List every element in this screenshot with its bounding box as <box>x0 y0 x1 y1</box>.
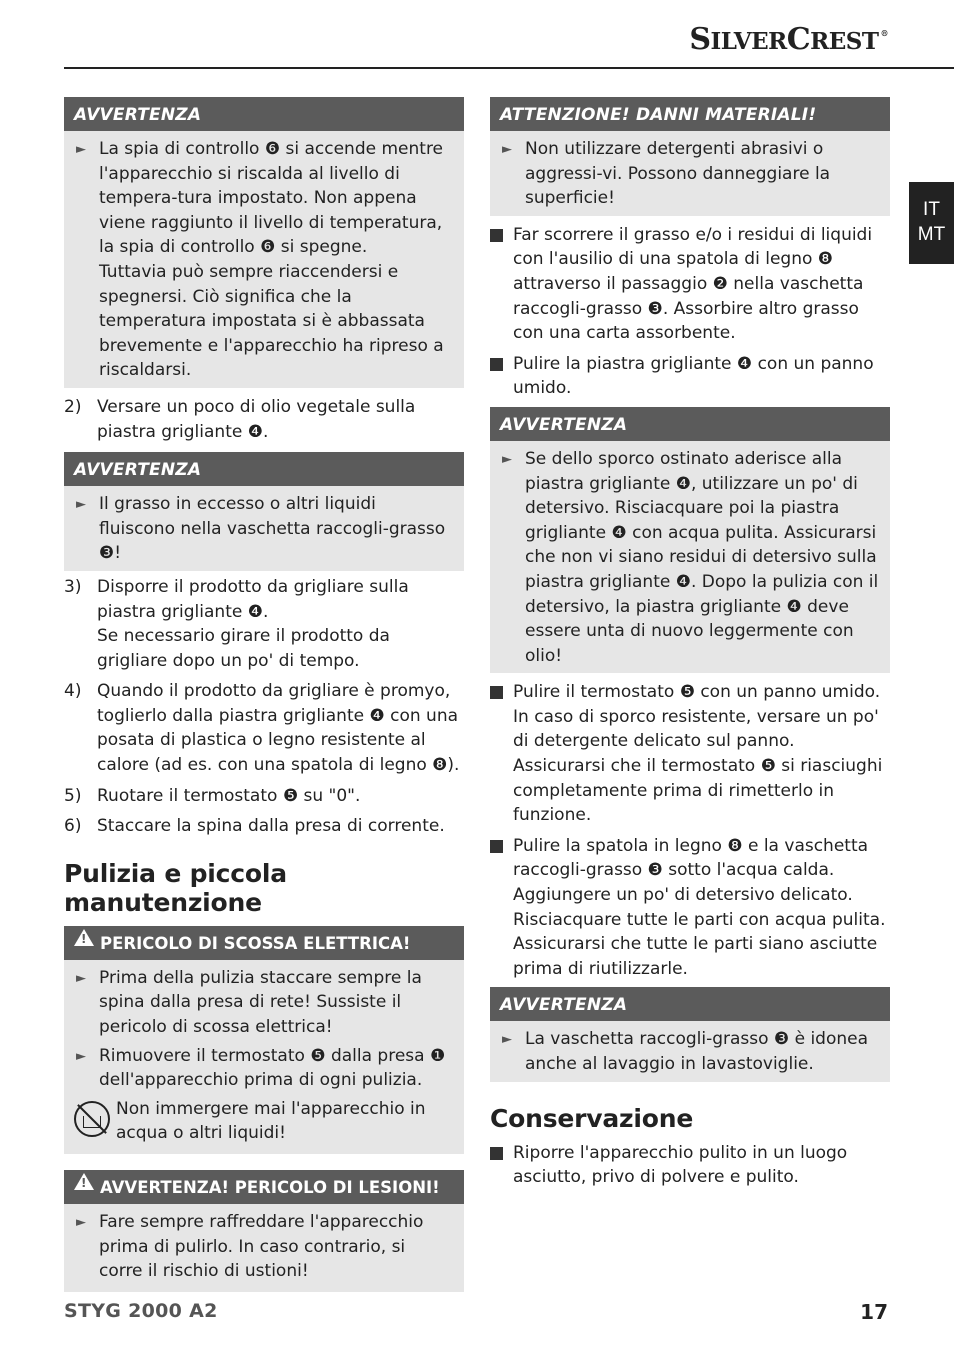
warning-triangle-icon <box>74 1173 94 1190</box>
step-item: 2) Versare un poco di olio vegetale sulla piastra grigliante ❹. <box>64 396 416 442</box>
danger-box-electric <box>64 926 464 1154</box>
warning-item: ► La spia di controllo ❻ si accende mentre l'apparecchio si riscalda al livello di tempera-tura impostato. Non appena viene raggiunto il livello di temperatura, la spia di controllo ❻ si spegne. Tuttavia può sempre riaccendersi e spegnersi. Ciò significa che la temperatura impostata si è abbassata brevemente e l'apparecchio ha ripreso a riscaldarsi. <box>74 137 454 383</box>
bullet-list <box>490 680 890 981</box>
square-bullet-icon <box>490 680 513 828</box>
step-item: 6) Staccare la spina dalla presa di corrente. <box>64 816 445 837</box>
square-bullet-icon <box>490 223 513 346</box>
square-bullet-icon <box>490 352 513 401</box>
danger-item: ► Rimuovere il termostato ❺ dalla presa ❶ dell'apparecchio prima di ogni pulizia. <box>74 1044 454 1093</box>
arrow-icon: ► <box>502 1032 512 1048</box>
no-immerse-notice: Non immergere mai l'apparecchio in acqua o altri liquidi! <box>74 1097 454 1146</box>
no-immerse-icon <box>74 1097 116 1137</box>
step-item: 4) Quando il prodotto da grigliare è promyo, toglierlo dalla piastra grigliante ❹ con una posata di plastica o legno resistente al calore (ad es. con una spatola di legno ❽). <box>64 681 460 776</box>
warning-item: ► Se dello sporco ostinato aderisce alla piastra grigliante ❹, utilizzare un po' di detersivo. Risciacquare poi la piastra grigliante ❹ con acqua pulita. Assicurarsi che non vi siano residui di detersivo sulla piastra grigliante ❹. Dopo la pulizia con il detersivo, la piastra grigliante ❹ deve essere unta di nuovo leggermente con olio! <box>500 447 880 668</box>
warning-box-dirt <box>490 407 890 673</box>
warning-title: AVVERTENZA <box>490 407 890 441</box>
square-bullet-icon <box>490 1141 513 1190</box>
warning-title: AVVERTENZA <box>490 987 890 1021</box>
warning-box-grease <box>64 452 464 571</box>
language-tab: IT MT <box>909 182 954 264</box>
arrow-icon: ► <box>76 970 86 986</box>
danger-title: !PERICOLO DI SCOSSA ELETTRICA! <box>64 926 464 960</box>
brand-logo: SILVERCREST ® <box>689 22 888 57</box>
bullet-list <box>490 223 890 401</box>
danger-item: ► Prima della pulizia staccare sempre la spina dalla presa di rete! Sussiste il pericolo di scossa elettrica! <box>74 966 454 1040</box>
arrow-icon: ► <box>502 451 512 467</box>
step-list <box>64 575 464 839</box>
bullet-item: Pulire la spatola in legno ❽ e la vaschetta raccogli-grasso ❸ sotto l'acqua calda. Aggiungere un po' di detersivo delicato. Risciacquare tutte le parti con acqua pulita. Assicurarsi che tutte le parti siano asciutte prima di riutilizzarle. <box>490 834 890 982</box>
bullet-item: Riporre l'apparecchio pulito in un luogo asciutto, privo di polvere e pulito. <box>490 1141 890 1190</box>
caution-box-material <box>490 97 890 216</box>
bullet-item: Far scorrere il grasso e/o i residui di liquidi con l'ausilio di una spatola di legno ❽ attraverso il passaggio ❷ nella vaschetta raccogli-grasso ❸. Assorbire altro grasso con una carta assorbente. <box>490 223 890 346</box>
step-item: 3) Disporre il prodotto da grigliare sulla piastra grigliante ❹. Se necessario girare il prodotto da grigliare dopo un po' di tempo. <box>64 576 409 671</box>
square-bullet-icon <box>490 834 513 982</box>
warning-title: AVVERTENZA <box>64 97 464 131</box>
bullet-item: Pulire il termostato ❺ con un panno umido. In caso di sporco resistente, versare un po' di detergente delicato sul panno. Assicurarsi che il termostato ❺ si riasciughi completamente prima di rimetterlo in funzione. <box>490 680 890 828</box>
warning-title: AVVERTENZA <box>64 452 464 486</box>
right-column <box>490 97 890 1196</box>
caution-item: ► Non utilizzare detergenti abrasivi o aggressi-vi. Possono danneggiare la superficie! <box>500 137 880 211</box>
arrow-icon: ► <box>76 142 86 157</box>
bullet-item: Pulire la piastra grigliante ❹ con un panno umido. <box>490 352 890 401</box>
danger-item: ► Fare sempre raffreddare l'apparecchio prima di pulirlo. In caso contrario, si corre il rischio di ustioni! <box>74 1210 454 1284</box>
step-item: 5) Ruotare il termostato ❺ su "0". <box>64 785 361 806</box>
section-title-cleaning: Pulizia e piccola manutenzione <box>64 858 287 917</box>
warning-triangle-icon <box>74 929 94 946</box>
bullet-list <box>490 1141 890 1190</box>
warning-item: ► La vaschetta raccogli-grasso ❸ è idonea anche al lavaggio in lavastoviglie. <box>500 1027 880 1076</box>
caution-title: ATTENZIONE! DANNI MATERIALI! <box>490 97 890 131</box>
danger-box-injury <box>64 1170 464 1292</box>
step-list <box>64 395 464 444</box>
arrow-icon: ► <box>76 1048 86 1064</box>
page-number: 17 <box>860 1300 888 1324</box>
warning-item: ► Il grasso in eccesso o altri liquidi fluiscono nella vaschetta raccogli-grasso ❸! <box>74 492 454 566</box>
warning-box-indicator <box>64 97 464 388</box>
warning-box-dishwasher <box>490 987 890 1081</box>
arrow-icon: ► <box>502 142 512 157</box>
footer-model: STYG 2000 A2 <box>64 1300 218 1322</box>
section-title-storage: Conservazione <box>490 1103 694 1133</box>
arrow-icon: ► <box>76 1215 86 1230</box>
left-column <box>64 97 464 1294</box>
header-divider <box>64 67 954 69</box>
danger-title: !AVVERTENZA! PERICOLO DI LESIONI! <box>64 1170 464 1204</box>
arrow-icon: ► <box>76 497 86 513</box>
